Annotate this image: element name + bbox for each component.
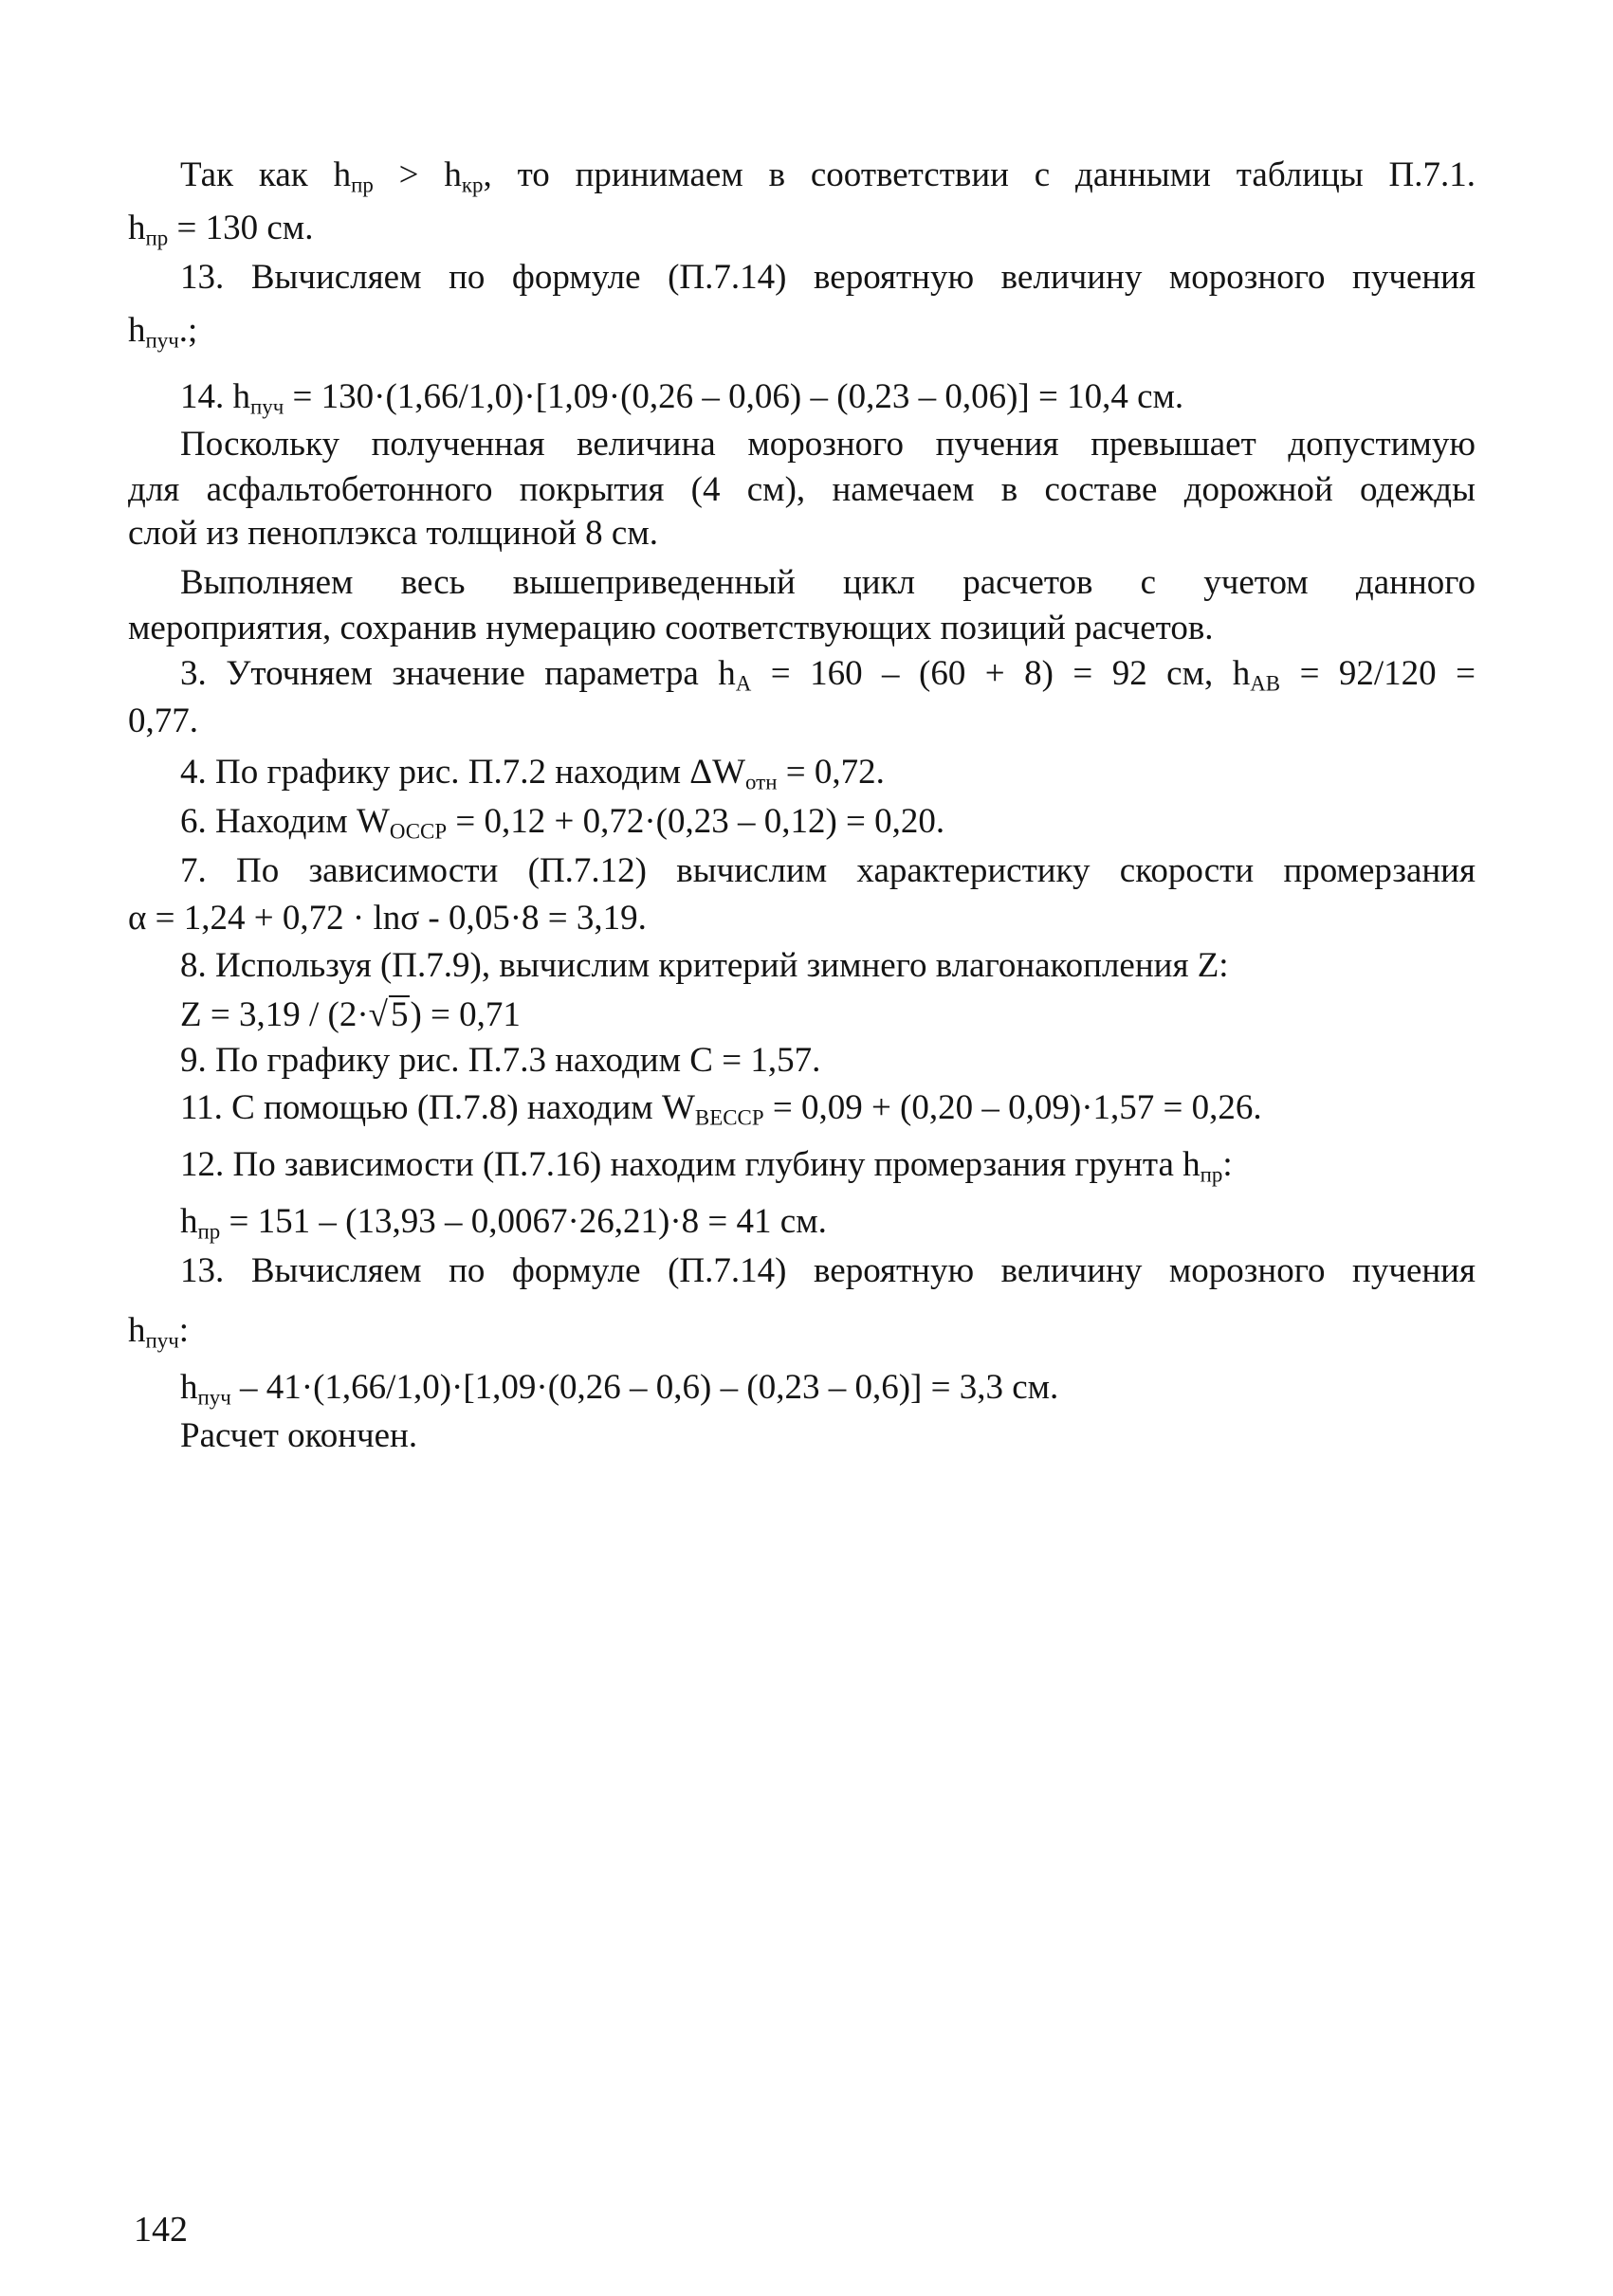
text-line-23: 13. Вычисляем по формуле (П.7.14) вероятную величину морозного пучения <box>180 1251 1476 1290</box>
text-line-13: 4. По графику рис. П.7.2 находим $\Delta W_{отн} = 0,72$. <box>180 753 885 794</box>
text-line-1: Так как $h_{пр} > h_{кр}$, то принимаем в соответствии с данными таблицы П.7.1. <box>180 155 1476 197</box>
text-line-4: $h_{пуч}$.; <box>128 311 198 353</box>
text-line-7: для асфальтобетонного покрытия (4 см), намечаем в составе дорожной одежды <box>128 470 1476 509</box>
text-line-22: $h_{пр} = 151 - (13,93 - 0,0067\cdot 26,21)\cdot 8 = 41$ см. <box>180 1202 827 1244</box>
text-line-9: Выполняем весь вышеприведенный цикл расчетов с учетом данного <box>180 563 1476 602</box>
text-line-5: 14. $h_{пуч} = 130\cdot(1,66/1,0)\cdot[1,09\cdot(0,26 - 0,06) - (0,23 - 0,06)] = 10,4$ см. <box>180 377 1184 419</box>
text-line-10: мероприятия, сохранив нумерацию соответствующих позиций расчетов. <box>128 609 1214 647</box>
text-line-17: 8. Используя (П.7.9), вычислим критерий зимнего влагонакопления Z: <box>180 946 1229 985</box>
text-line-18: Z = 3,19 / (2·√5) = 0,71 <box>180 995 521 1034</box>
text-line-21: 12. По зависимости (П.7.16) находим глубину промерзания грунта $h_{пр}$: <box>180 1145 1233 1187</box>
text-line-2: $h_{пр} = 130$ см. <box>128 209 314 250</box>
page-number: 142 <box>134 2210 188 2250</box>
text-line-14: 6. Находим $W_{ОССР} = 0,12 + 0,72\cdot(0,23 - 0,12) = 0,20$. <box>180 802 945 844</box>
text-line-8: слой из пеноплэкса толщиной 8 см. <box>128 514 659 553</box>
text-line-12: 0,77. <box>128 702 198 740</box>
text-line-19: 9. По графику рис. П.7.3 находим C = 1,57. <box>180 1041 821 1080</box>
text-line-25: $h_{пуч} - 41\cdot(1,66/1,0)\cdot[1,09\cdot(0,26 - 0,6) - (0,23 - 0,6)] = 3,3$ см. <box>180 1368 1059 1410</box>
text-line-3: 13. Вычисляем по формуле (П.7.14) вероятную величину морозного пучения <box>180 258 1476 297</box>
text-line-11: 3. Уточняем значение параметра $h_А = 160 - (60 + 8) = 92$ см, $h_{АВ} = 92/120$ = <box>180 654 1476 696</box>
text-line-20: 11. С помощью (П.7.8) находим $W_{ВЕССР} = 0,09 + (0,20 - 0,09)\cdot 1,57 = 0,26$. <box>180 1088 1262 1130</box>
text-line-24: $h_{пуч}$: <box>128 1311 190 1353</box>
text-line-16: α = 1,24 + 0,72 · lnσ - 0,05·8 = 3,19. <box>128 899 647 938</box>
text-line-15: 7. По зависимости (П.7.12) вычислим характеристику скорости промерзания <box>180 851 1476 890</box>
text-line-26: Расчет окончен. <box>180 1416 418 1455</box>
text-line-6: Поскольку полученная величина морозного пучения превышает допустимую <box>180 425 1476 464</box>
